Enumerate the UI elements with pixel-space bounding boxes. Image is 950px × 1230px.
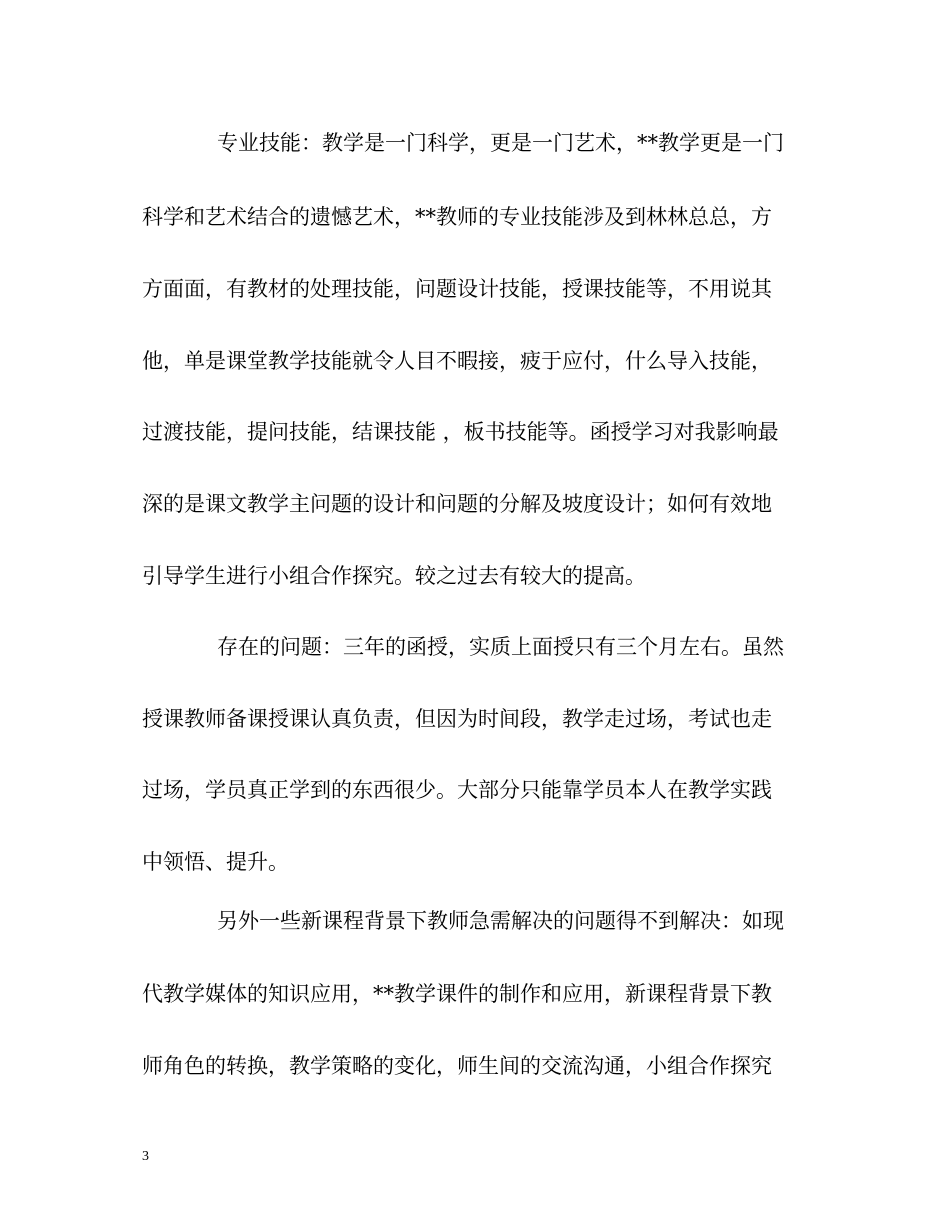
text-line: 授课教师备课授课认真负责，但因为时间段，教学走过场，考试也走 bbox=[142, 707, 772, 731]
text-line: 他，单是课堂教学技能就令人目不暇接，疲于应付，什么导入技能， bbox=[142, 349, 772, 373]
text-line: 引导学生进行小组合作探究。较之过去有较大的提高。 bbox=[142, 564, 646, 588]
text-line: 深的是课文教学主问题的设计和问题的分解及坡度设计；如何有效地 bbox=[142, 492, 772, 516]
text-line: 存在的问题：三年的函授，实质上面授只有三个月左右。虽然 bbox=[217, 635, 784, 659]
text-line: 中领悟、提升。 bbox=[142, 850, 289, 874]
text-line: 代教学媒体的知识应用，**教学课件的制作和应用，新课程背景下教 bbox=[142, 982, 772, 1006]
page-number: 3 bbox=[142, 1149, 149, 1164]
text-line: 专业技能：教学是一门科学，更是一门艺术，**教学更是一门 bbox=[217, 131, 784, 155]
text-line: 过渡技能，提问技能，结课技能 ，板书技能等。函授学习对我影响最 bbox=[142, 420, 779, 444]
text-line: 方面面，有教材的处理技能，问题设计技能，授课技能等，不用说其 bbox=[142, 277, 772, 301]
text-line: 另外一些新课程背景下教师急需解决的问题得不到解决：如现 bbox=[217, 909, 784, 933]
text-line: 过场，学员真正学到的东西很少。大部分只能靠学员本人在教学实践 bbox=[142, 778, 772, 802]
text-line: 科学和艺术结合的遗憾艺术，**教师的专业技能涉及到林林总总，方 bbox=[142, 205, 772, 229]
text-line: 师角色的转换，教学策略的变化，师生间的交流沟通，小组合作探究 bbox=[142, 1054, 772, 1078]
